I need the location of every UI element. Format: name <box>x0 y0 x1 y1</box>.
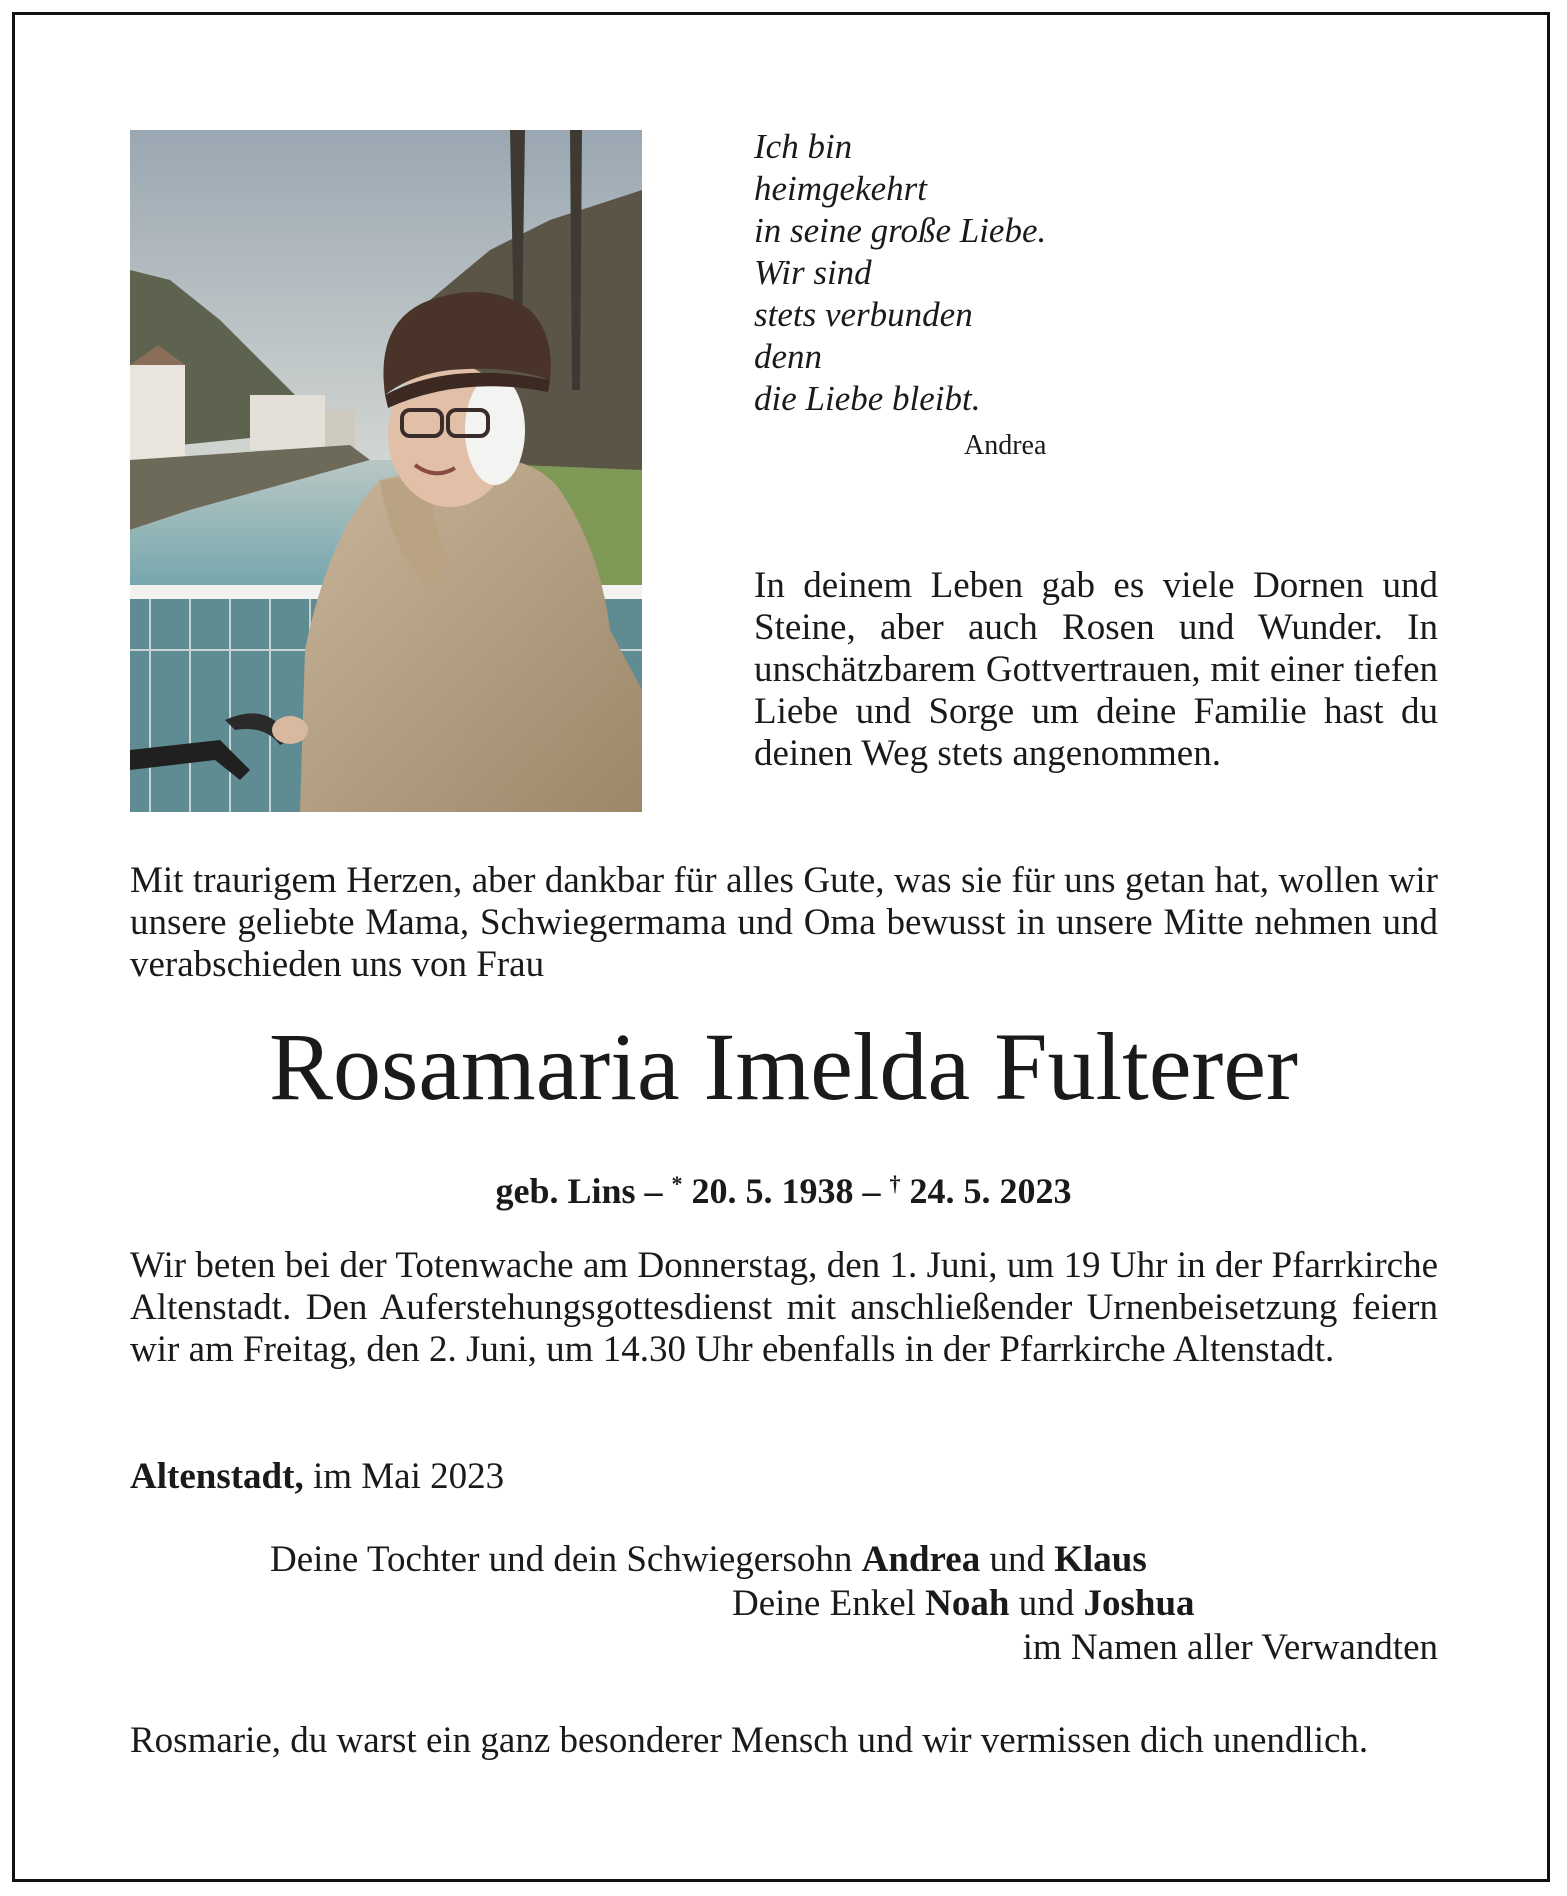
poem-line: Ich bin <box>754 127 853 166</box>
death-symbol: † <box>889 1171 901 1196</box>
death-date: 24. 5. 2023 <box>909 1171 1072 1211</box>
life-dates <box>0 1162 1567 1213</box>
mourner-name: Joshua <box>1083 1583 1195 1624</box>
poem-line: Wir sind <box>754 253 872 292</box>
intro-paragraph: Mit traurigem Herzen, aber dankbar für alles Gute, was sie für uns getan hat, wollen wir unsere geliebte Mama, Schwiegermama und Oma bewusst in unsere Mitte nehmen und verabschieden uns von Frau <box>130 860 1438 985</box>
mourners-block <box>130 1538 1438 1670</box>
poem-line: denn <box>754 337 823 376</box>
closing-paragraph: Rosmarie, du warst ein ganz besonderer Mensch und wir vermissen dich unendlich. <box>130 1720 1369 1761</box>
mourners-line <box>130 1582 1438 1626</box>
dates-separator: – <box>635 1171 672 1211</box>
tribute-paragraph: In deinem Leben gab es viele Dornen und Steine, aber auch Rosen und Wunder. In unschätzbarem Gottvertrauen, mit einer tiefen Liebe und Sorge um deine Familie hast du deinen Weg stets angenommen. <box>754 565 1438 774</box>
birth-name: geb. Lins <box>495 1171 636 1211</box>
poem-line: in seine große Liebe. <box>754 211 1047 250</box>
poem <box>754 126 1314 420</box>
portrait-photo <box>130 130 642 812</box>
mourners-text: und <box>1009 1583 1084 1624</box>
mourners-line: im Namen aller Verwandten <box>1022 1627 1438 1668</box>
mourners-text: Deine Tochter und dein Schwiegersohn <box>270 1539 862 1580</box>
mourners-text: und <box>980 1539 1055 1580</box>
mourner-name: Klaus <box>1054 1539 1147 1580</box>
dates-separator: – <box>853 1171 890 1211</box>
deceased-name: Rosamaria Imelda Fulterer <box>269 1013 1298 1120</box>
birth-symbol: * <box>671 1171 683 1196</box>
service-paragraph: Wir beten bei der Totenwache am Donnerstag, den 1. Juni, um 19 Uhr in der Pfarrkirche Altenstadt. Den Auferstehungsgottesdienst mit anschließender Urnenbeisetzung feiern wir am Freitag, den 2. Juni, um 14.30 Uhr ebenfalls in der Pfarrkirche Altenstadt. <box>130 1245 1438 1370</box>
mourner-name: Noah <box>925 1583 1010 1624</box>
poem-line: die Liebe bleibt. <box>754 379 981 418</box>
mourners-text: Deine Enkel <box>732 1583 926 1624</box>
place-date <box>130 1455 504 1499</box>
place-month: im Mai 2023 <box>303 1456 505 1497</box>
poem-line: heimgekehrt <box>754 169 927 208</box>
place-city: Altenstadt, <box>130 1456 304 1497</box>
mourners-line <box>130 1538 1438 1582</box>
birth-date: 20. 5. 1938 <box>691 1171 854 1211</box>
mourner-name: Andrea <box>861 1539 981 1580</box>
poem-signature: Andrea <box>964 430 1047 461</box>
poem-line: stets verbunden <box>754 295 973 334</box>
